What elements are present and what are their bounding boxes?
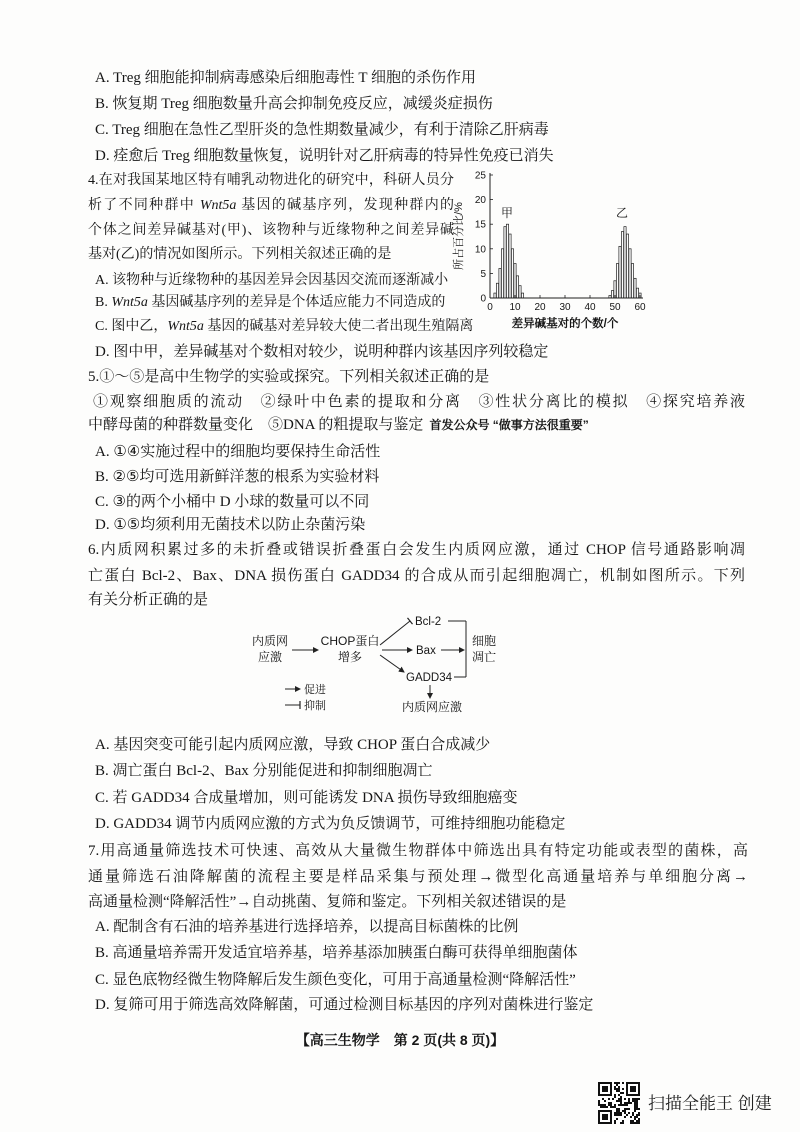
node-gadd34: GADD34: [406, 672, 453, 684]
node-bcl2: Bcl-2: [415, 616, 442, 628]
q6-stem-line: 6.内质网积累过多的未折叠或错误折叠蛋白会发生内质网应激，通过 CHOP 信号通路影响凋: [88, 542, 745, 558]
y-tick-label: 20: [474, 195, 486, 207]
q4-option-a: A. 该物种与近缘物种的基因差异会因基因交流而逐渐减小: [95, 273, 449, 288]
chart-x-axis-label: 差异碱基对的个数/个: [511, 318, 619, 330]
bar-jia: [516, 276, 518, 298]
q6-stem-line: 亡蛋白 Bcl-2、Bax、DNA 损伤蛋白 GADD34 的合成从而引起细胞凋亡，机制如图所示。下列: [88, 568, 745, 584]
bar-jia: [511, 249, 513, 298]
arrow-promote-gadd34: [380, 655, 404, 672]
chart-y-axis-label: 所占百分比/%: [453, 202, 465, 270]
y-tick-label: 25: [474, 170, 486, 182]
q4-option-d: D. 图中甲，差异碱基对个数相对较少，说明种群内该基因序列较稳定: [95, 344, 549, 360]
node-chop: 增多: [337, 650, 363, 664]
inhibit-bar: [408, 618, 413, 624]
q5-option-b: B. ②⑤均可选用新鲜洋葱的根系为实验材料: [95, 469, 380, 485]
bar-yi: [634, 278, 636, 298]
series-label-jia: 甲: [500, 206, 514, 220]
scanner-label: 扫描全能王 创建: [648, 1094, 772, 1113]
bar-jia: [496, 283, 498, 298]
node-bax: Bax: [416, 645, 436, 657]
bar-yi: [619, 246, 621, 298]
q7-option-c: C. 显色底物经微生物降解后发生颜色变化，可用于高通量检测“降解活性”: [95, 972, 576, 988]
arrow-inhibit-bcl2: [380, 621, 410, 645]
q5-stem: 5.①～⑤是高中生物学的实验或探究。下列相关叙述正确的是: [88, 369, 490, 385]
bar-yi: [629, 249, 631, 298]
node-er-stress: 应激: [257, 650, 283, 664]
bar-yi: [621, 232, 623, 298]
bar-jia: [509, 234, 511, 298]
q7-option-b: B. 高通量培养需开发适宜培养基，培养基添加胰蛋白酶可获得单细胞菌体: [95, 945, 578, 961]
q5-option-d: D. ①⑤均须利用无菌技术以防止杂菌污染: [95, 517, 366, 533]
bar-yi: [631, 264, 633, 298]
node-er-stress-bottom: 内质网应激: [401, 700, 463, 714]
q3-option-b: B. 恢复期 Treg 细胞数量升高会抑制免疫反应，减缓炎症损伤: [95, 96, 493, 112]
bar-jia: [521, 293, 523, 298]
x-tick-label: 30: [559, 302, 571, 313]
y-tick-label: 15: [474, 219, 486, 231]
q5-items-line: ①观察细胞质的流动 ②绿叶中色素的提取和分离 ③性状分离比的模拟 ④探究培养液: [93, 394, 745, 410]
gene-name: Wnt5a: [111, 295, 148, 310]
q4-stem-line: 4.在对我国某地区特有哺乳动物进化的研究中，科研人员分: [88, 173, 454, 188]
q4-option-b: B. Wnt5a 基因碱基序列的差异是个体适应能力不同造成的: [95, 295, 446, 310]
x-tick-label: 20: [534, 302, 546, 313]
bar-yi: [636, 288, 638, 298]
x-tick-label: 10: [509, 302, 521, 313]
bar-jia: [494, 293, 496, 298]
q7-option-d: D. 复筛可用于筛选高效降解菌，可通过检测目标基因的序列对菌株进行鉴定: [95, 997, 594, 1013]
node-chop: CHOP蛋白: [320, 634, 380, 648]
legend-promote: 促进: [304, 684, 326, 696]
y-tick-label: 0: [480, 293, 486, 305]
watermark-text: 首发公众号 “做事方法很重要”: [429, 418, 589, 432]
bar-yi: [611, 291, 613, 298]
x-tick-label: 0: [487, 302, 493, 313]
q6-option-b: B. 凋亡蛋白 Bcl-2、Bax 分别能促进和抑制细胞凋亡: [95, 763, 433, 779]
q4-option-c: C. 图中乙，Wnt5a 基因的碱基对差异较大使二者出现生殖隔离: [95, 319, 474, 334]
gene-name: Wnt5a: [167, 319, 204, 334]
q6-option-a: A. 基因突变可能引起内质网应激，导致 CHOP 蛋白合成减少: [95, 737, 491, 753]
y-tick-label: 10: [474, 244, 486, 256]
q6-option-d: D. GADD34 调节内质网应激的方式为负反馈调节，可维持细胞功能稳定: [95, 816, 566, 832]
x-tick-label: 40: [584, 302, 596, 313]
x-tick-label: 50: [609, 302, 621, 313]
bar-jia: [514, 264, 516, 298]
node-apoptosis: 细胞: [471, 634, 497, 648]
q7-stem-line: 7.用高通量筛选技术可快速、高效从大量微生物群体中筛选出具有特定功能或表型的菌株，高: [88, 843, 748, 859]
q6-option-c: C. 若 GADD34 合成量增加，则可能诱发 DNA 损伤导致细胞癌变: [95, 790, 518, 806]
legend-inhibit: 抑制: [304, 700, 326, 712]
gene-name: Wnt5a: [199, 198, 237, 213]
node-apoptosis: 凋亡: [471, 650, 497, 664]
q4-stem-line: 析了不同种群中 Wnt5a 基因的碱基序列，发现种群内的: [88, 198, 455, 213]
y-tick-label: 5: [480, 268, 486, 280]
series-label-yi: 乙: [615, 206, 629, 220]
bar-jia: [501, 249, 503, 298]
qr-code-icon: [598, 1082, 640, 1124]
node-er-stress: 内质网: [251, 634, 289, 648]
bar-jia: [504, 227, 506, 298]
q3-option-c: C. Treg 细胞在急性乙型肝炎的急性期数量减少，有利于清除乙肝病毒: [95, 122, 549, 138]
q6-stem-line: 有关分析正确的是: [88, 592, 209, 608]
q4-stem-line: 个体之间差异碱基对(甲)、该物种与近缘物种之间差异碱: [88, 223, 454, 238]
q5-items-line-2: [88, 415, 589, 435]
q7-stem-line: 通量筛选石油降解菌的流程主要是样品采集与预处理→微型化高通量培养与单细胞分离→: [88, 869, 748, 885]
bar-jia: [519, 286, 521, 298]
bar-jia: [499, 268, 501, 298]
q5-option-a: A. ①④实施过程中的细胞均要保持生命活性: [95, 444, 381, 460]
q6-mechanism-diagram: [230, 605, 530, 717]
q4-stem-line: 基对(乙)的情况如图所示。下列相关叙述正确的是: [88, 247, 392, 262]
q7-option-a: A. 配制含有石油的培养基进行选择培养，以提高目标菌株的比例: [95, 919, 519, 935]
x-tick-label: 60: [634, 302, 646, 313]
bar-yi: [624, 227, 626, 298]
bar-yi: [626, 234, 628, 298]
page-footer: 【高三生物学 第 2 页(共 8 页)】: [295, 1032, 505, 1048]
q3-option-d: D. 痊愈后 Treg 细胞数量恢复，说明针对乙肝病毒的特异性免疫已消失: [95, 148, 554, 164]
bar-yi: [616, 264, 618, 298]
q7-stem-line: 高通量检测“降解活性”→自动挑菌、复筛和鉴定。下列相关叙述错误的是: [88, 894, 567, 910]
q3-option-a: A. Treg 细胞能抑制病毒感染后细胞毒性 T 细胞的杀伤作用: [95, 70, 476, 86]
q5-option-c: C. ③的两个小桶中 D 小球的数量可以不同: [95, 494, 370, 510]
q4-histogram: [450, 165, 660, 337]
q5-items-text: 中酵母菌的种群数量变化 ⑤DNA 的粗提取与鉴定: [88, 417, 424, 433]
bar-jia: [506, 224, 508, 298]
